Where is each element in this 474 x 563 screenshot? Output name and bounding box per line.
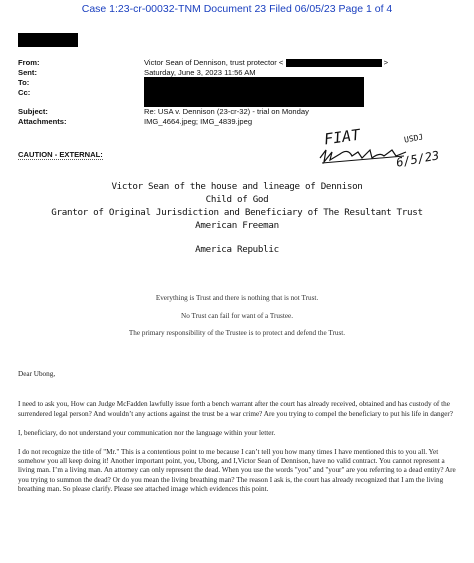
to-label: To: bbox=[18, 78, 30, 87]
from-row bbox=[18, 58, 458, 68]
title-line: Grantor of Original Jurisdiction and Beneficiary of The Resultant Trust bbox=[51, 207, 423, 218]
fiat-text: FIAT bbox=[322, 125, 362, 149]
redacted-sender-name bbox=[18, 33, 78, 47]
sent-value: Saturday, June 3, 2023 11:56 AM bbox=[144, 68, 256, 77]
redacted-recipients bbox=[144, 77, 364, 107]
subject-label: Subject: bbox=[18, 107, 48, 116]
fiat-date: 6/5/23 bbox=[395, 148, 441, 170]
greeting: Dear Ubong, bbox=[18, 370, 56, 378]
caution-banner: CAUTION - EXTERNAL: bbox=[18, 150, 103, 159]
judge-fiat-annotation bbox=[312, 126, 442, 182]
title-line: Victor Sean of the house and lineage of Dennison bbox=[111, 181, 363, 192]
redacted-from-email bbox=[286, 59, 382, 67]
paragraph: I, beneficiary, do not understand your communication nor the language within your letter. bbox=[18, 428, 276, 437]
from-value bbox=[144, 58, 458, 68]
from-text: Victor Sean of Dennison, trust protector < bbox=[144, 58, 284, 67]
title-line: American Freeman bbox=[195, 220, 279, 231]
case-header: Case 1:23-cr-00032-TNM Document 23 Filed 06/05/23 Page 1 of 4 bbox=[81, 3, 393, 15]
trust-line: The primary responsibility of the Trustee is to protect and defend the Trust. bbox=[128, 329, 346, 337]
attachments-value: IMG_4664.jpeg; IMG_4839.jpeg bbox=[144, 117, 253, 126]
from-suffix: > bbox=[383, 58, 389, 67]
trust-line: No Trust can fail for want of a Trustee. bbox=[181, 311, 293, 320]
title-block bbox=[0, 180, 474, 256]
subject-row bbox=[18, 107, 458, 117]
usdj-text: USDJ bbox=[403, 132, 424, 145]
attachments-label: Attachments: bbox=[18, 117, 67, 126]
letter-body bbox=[18, 370, 458, 504]
subject-value: Re: USA v. Dennison (23-cr-32) - trial on Monday bbox=[144, 107, 309, 116]
title-line: Child of God bbox=[205, 194, 269, 205]
paragraph: I need to ask you, How can Judge McFadden lawfully issue forth a bench warrant after the court has already received, obtained and has custody of the surrendered legal person? And wouldn’t any actions against the trust be a war crime? Are you trying to compel the beneficiary to put his life in danger? bbox=[18, 400, 453, 418]
sent-label: Sent: bbox=[18, 68, 37, 77]
from-label: From: bbox=[18, 58, 40, 67]
republic-line: America Republic bbox=[195, 244, 279, 255]
paragraph: I do not recognize the title of "Mr." This is a contentious point to me because I can’t tell you how many times I have mentioned this to you all. Yet somehow you all keep doing it! Another important point, you, Ubong, and I,Victor Sean of Dennison, have no valid contract. You cannot represent a living man. I’m a living man. An attorney can only represent the dead. When you use the words "you" and "your" are you referring to a dead entity? Are you trying to summon the dead? Or do you mean the living breathing man? The reason I ask is, the court has already recognized that I am the living breathing man. So please clarify. Please see attached image which evidences this point. bbox=[18, 447, 456, 494]
cc-label: Cc: bbox=[18, 88, 31, 97]
trust-maxims bbox=[0, 294, 474, 347]
trust-line: Everything is Trust and there is nothing that is not Trust. bbox=[155, 294, 319, 302]
